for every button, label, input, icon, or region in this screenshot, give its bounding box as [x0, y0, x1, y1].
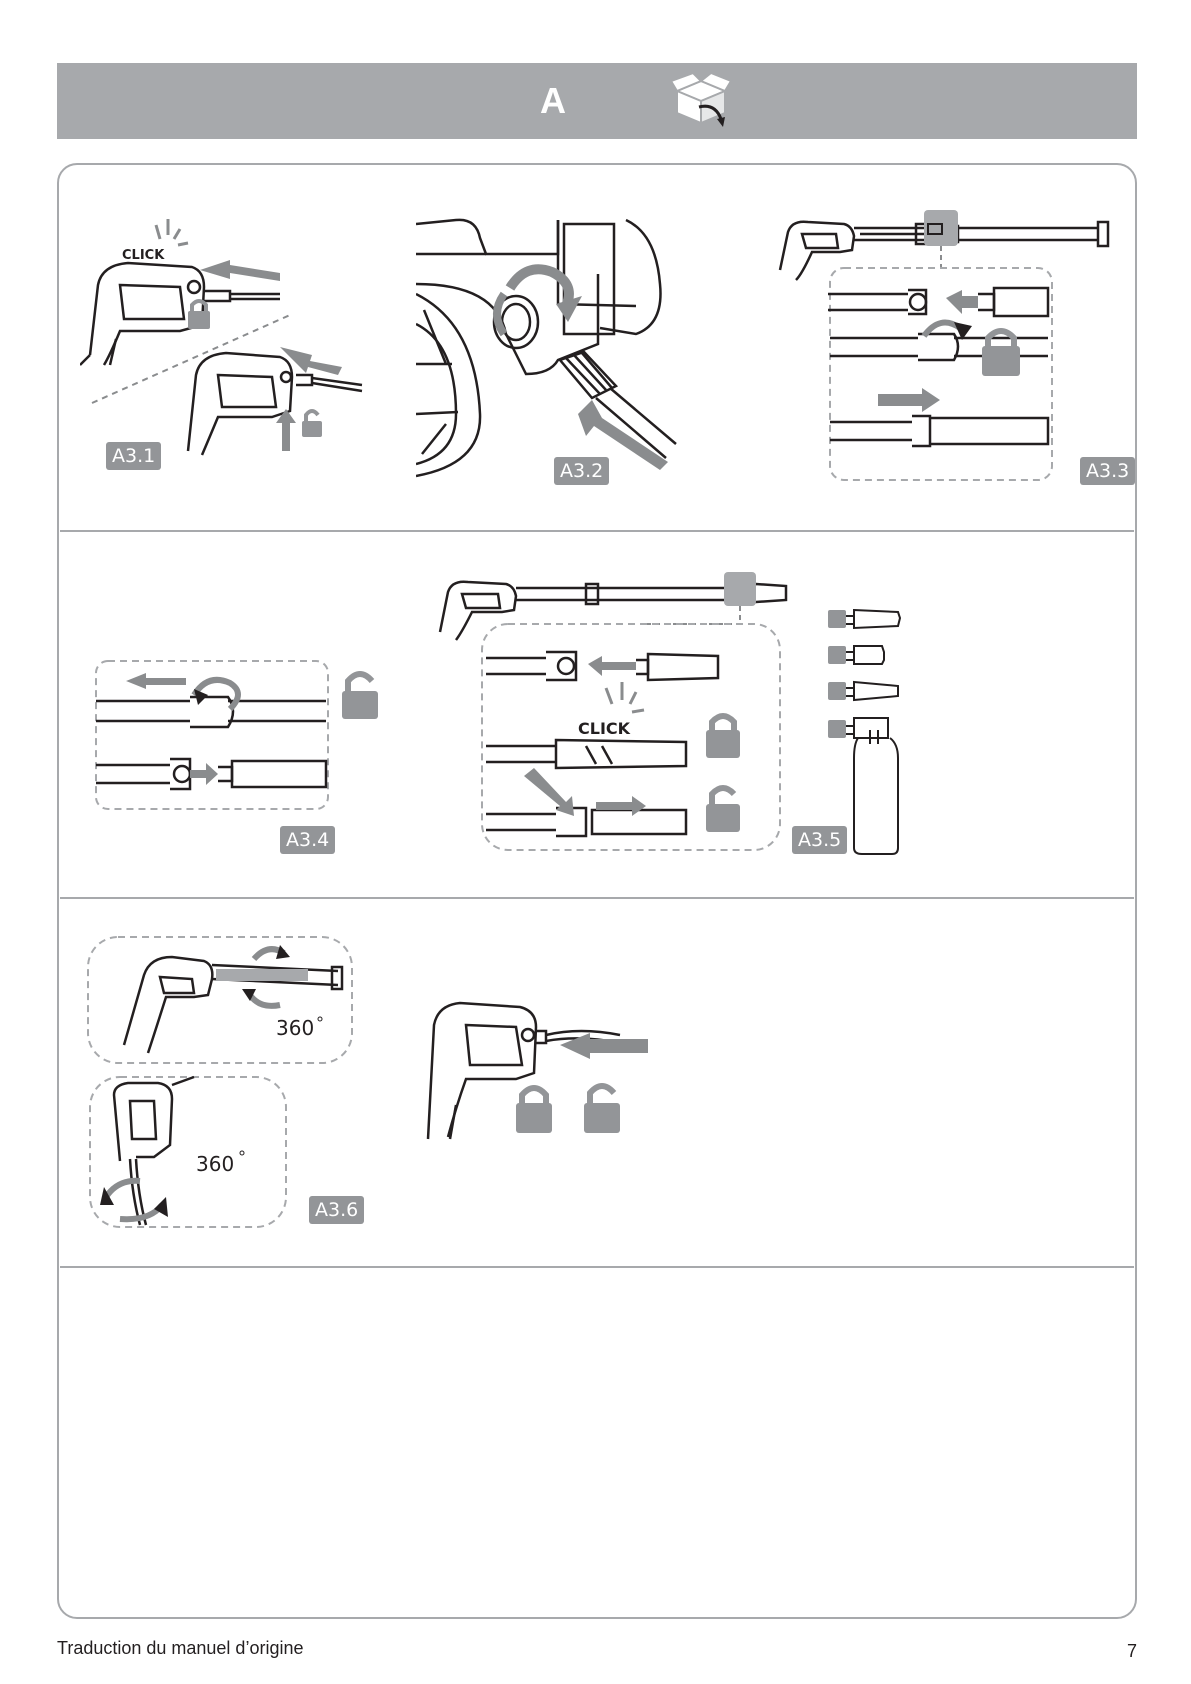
rotation-label: 360 [276, 1016, 315, 1040]
figure-a3-4 [90, 655, 390, 815]
section-header [57, 63, 1137, 139]
figure-label-a3-5: A3.5 [792, 826, 847, 854]
padlock-unlocked-icon [706, 788, 740, 832]
figure-label-a3-3: A3.3 [1080, 457, 1135, 485]
figure-a3-3 [778, 210, 1138, 490]
padlock-unlocked-icon [342, 674, 378, 719]
gun-hose-connection-figure [420, 995, 660, 1145]
nozzle-set [828, 608, 938, 858]
row-divider [60, 897, 1134, 899]
footer-text: Traduction du manuel d’origine [57, 1638, 304, 1658]
figure-a3-1 [80, 215, 380, 475]
padlock-locked-icon [516, 1088, 552, 1133]
figure-label-a3-1: A3.1 [106, 442, 161, 470]
padlock-locked-icon [706, 716, 740, 758]
page-number: 7 [1127, 1641, 1138, 1661]
section-letter: A [540, 80, 566, 121]
figure-label-a3-6: A3.6 [309, 1196, 364, 1224]
row-divider [60, 530, 1134, 532]
figure-label-a3-4: A3.4 [280, 826, 335, 854]
row-divider [60, 1266, 1134, 1268]
figure-label-a3-2: A3.2 [554, 457, 609, 485]
padlock-locked-icon [188, 301, 210, 329]
padlock-unlocked-icon [302, 411, 322, 437]
figure-a3-6 [84, 935, 354, 1235]
click-text: CLICK [578, 719, 631, 738]
figure-a3-5 [436, 570, 796, 860]
padlock-unlocked-icon [584, 1086, 620, 1133]
rotation-label: 360 [196, 1152, 235, 1176]
figure-a3-2 [416, 214, 706, 482]
click-text: CLICK [122, 248, 165, 263]
unboxing-box-icon [669, 73, 733, 131]
